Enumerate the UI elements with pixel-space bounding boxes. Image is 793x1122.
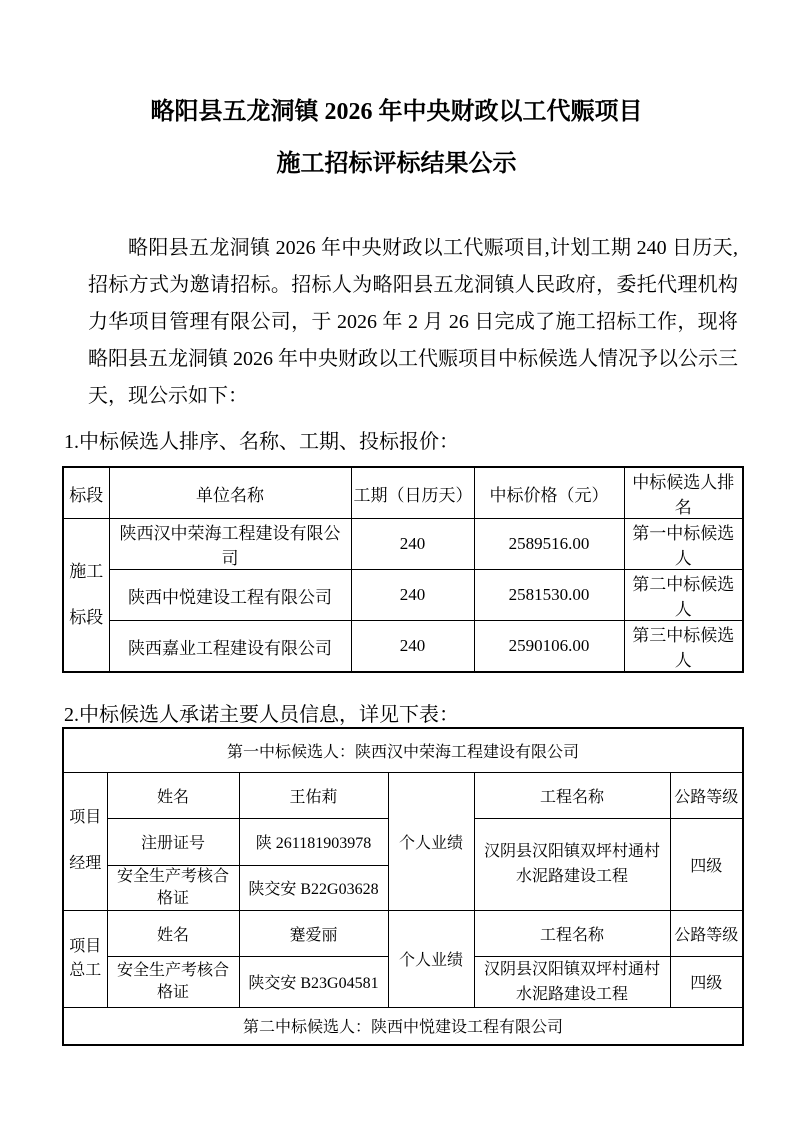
column-header-duration: 工期（日历天） — [351, 467, 474, 519]
price-cell: 2589516.00 — [474, 519, 624, 570]
section-label-cell: 施工标段 — [63, 519, 109, 673]
table-row — [63, 910, 743, 956]
table-row — [63, 772, 743, 818]
price-cell: 2590106.00 — [474, 621, 624, 673]
name-label-cell: 姓名 — [107, 910, 239, 956]
safety-value-cell: 陕交安 B23G04581 — [239, 956, 388, 1007]
table-row — [63, 570, 743, 621]
price-cell: 2581530.00 — [474, 570, 624, 621]
project-name-cell: 汉阴县汉阳镇双坪村通村水泥路建设工程 — [474, 818, 670, 910]
safety-label-cell: 安全生产考核合格证 — [107, 956, 239, 1007]
rank-cell: 第一中标候选人 — [624, 519, 743, 570]
grade-value-cell: 四级 — [670, 956, 743, 1007]
duration-cell: 240 — [351, 570, 474, 621]
first-candidate-row — [63, 728, 743, 772]
manager-role-cell: 项目经理 — [63, 772, 107, 910]
table-row — [63, 519, 743, 570]
column-header-section: 标段 — [63, 467, 109, 519]
bid-results-table — [62, 466, 744, 673]
first-candidate-header: 第一中标候选人：陕西汉中荣海工程建设有限公司 — [63, 728, 743, 772]
company-cell: 陕西嘉业工程建设有限公司 — [109, 621, 351, 673]
column-header-price: 中标价格（元） — [474, 467, 624, 519]
reg-value-cell: 陕 261181903978 — [239, 818, 388, 865]
name-label-cell: 姓名 — [107, 772, 239, 818]
personnel-table — [62, 727, 744, 1046]
title-line-1: 略阳县五龙洞镇 2026 年中央财政以工代赈项目 — [150, 99, 643, 125]
table-row — [63, 621, 743, 673]
project-label-cell: 工程名称 — [474, 772, 670, 818]
document-title — [0, 0, 793, 190]
company-cell: 陕西汉中荣海工程建设有限公司 — [109, 519, 351, 570]
column-header-rank: 中标候选人排名 — [624, 467, 743, 519]
name-value-cell: 蹇爱丽 — [239, 910, 388, 956]
grade-value-cell: 四级 — [670, 818, 743, 910]
chief-role-cell: 项目总工 — [63, 910, 107, 1007]
reg-label-cell: 注册证号 — [107, 818, 239, 865]
safety-label-cell: 安全生产考核合格证 — [107, 865, 239, 910]
section-1-heading: 1.中标候选人排序、名称、工期、投标报价： — [64, 431, 459, 453]
project-name-cell: 汉阴县汉阳镇双坪村通村水泥路建设工程 — [474, 956, 670, 1007]
rank-cell: 第二中标候选人 — [624, 570, 743, 621]
grade-label-cell: 公路等级 — [670, 772, 743, 818]
duration-cell: 240 — [351, 519, 474, 570]
name-value-cell: 王佑莉 — [239, 772, 388, 818]
column-header-company: 单位名称 — [109, 467, 351, 519]
bid-results-header-row — [63, 467, 743, 519]
duration-cell: 240 — [351, 621, 474, 673]
project-label-cell: 工程名称 — [474, 910, 670, 956]
performance-label-cell: 个人业绩 — [388, 910, 474, 1007]
rank-cell: 第三中标候选人 — [624, 621, 743, 673]
title-line-2: 施工招标评标结果公示 — [276, 151, 517, 177]
second-candidate-row — [63, 1007, 743, 1045]
section-2-heading: 2.中标候选人承诺主要人员信息，详见下表： — [64, 704, 459, 726]
performance-label-cell: 个人业绩 — [388, 772, 474, 910]
second-candidate-header: 第二中标候选人：陕西中悦建设工程有限公司 — [63, 1007, 743, 1045]
grade-label-cell: 公路等级 — [670, 910, 743, 956]
safety-value-cell: 陕交安 B22G03628 — [239, 865, 388, 910]
company-cell: 陕西中悦建设工程有限公司 — [109, 570, 351, 621]
intro-paragraph: 略阳县五龙洞镇 2026 年中央财政以工代赈项目,计划工期 240 日历天,招标方式为邀请招标。招标人为略阳县五龙洞镇人民政府，委托代理机构力华项目管理有限公司，于 2026 年 2 月 26 日完成了施工招标工作，现将略阳县五龙洞镇 2026 年中央财政以工代赈项目中标候选人情况予以公示三天，现公示如下： — [88, 237, 738, 407]
